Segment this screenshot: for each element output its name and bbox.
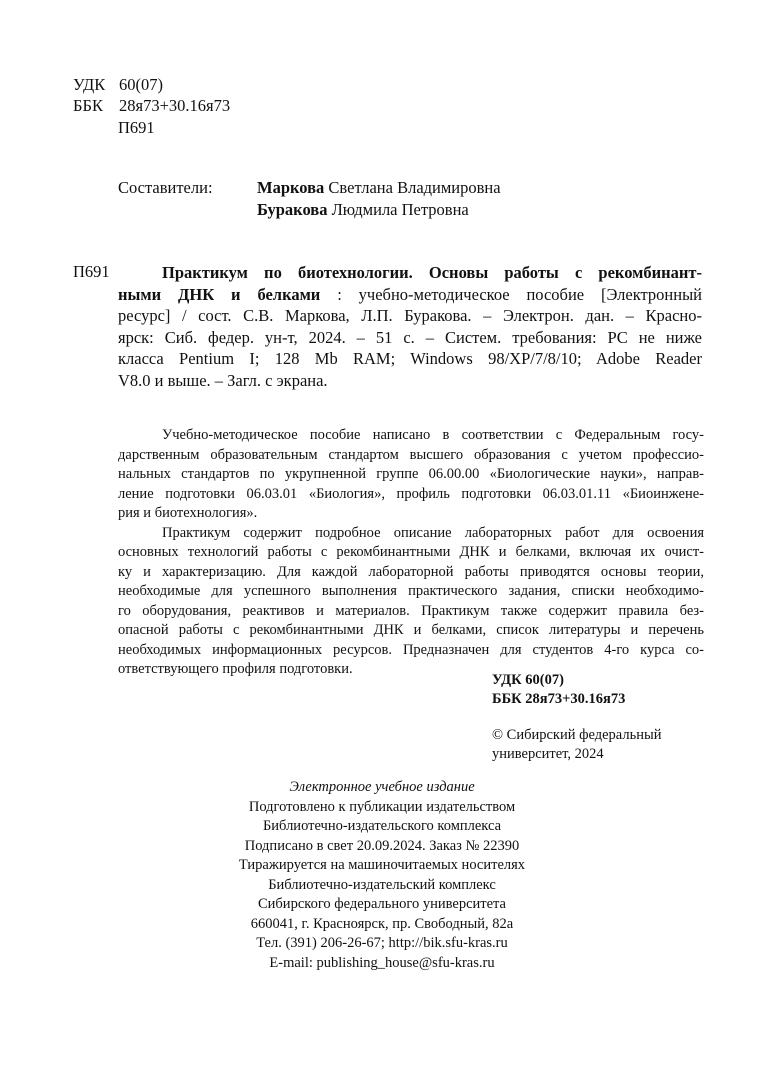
compiler-entry: [257, 178, 501, 197]
compiler-surname: Маркова: [257, 178, 325, 197]
udk-value: 60(07): [119, 75, 163, 94]
copyright-line: университет, 2024: [492, 746, 604, 762]
bib-title-part: ными ДНК и белками: [118, 284, 321, 304]
compiler-entry: [257, 200, 469, 219]
imprint-line: Тиражируется на машиночитаемых носителях: [238, 857, 526, 873]
imprint-line: E-mail: publishing_house@sfu-kras.ru: [269, 954, 495, 971]
copyright-line: © Сибирский федеральный: [492, 727, 662, 743]
imprint-line: Тел. (391) 206-26-67; http://bik.sfu-kras.ru: [256, 935, 508, 951]
udk-label: УДК: [73, 75, 106, 94]
annotation-line: дарственным образовательным стандартом высшего образования с учетом профессио-: [118, 446, 704, 463]
bibliographic-code: П691: [73, 262, 110, 281]
annotation-line: го оборудования, реактивов и материалов. Практикум также содержит правила без-: [118, 602, 704, 619]
bib-text: : учебно-методическое пособие [Электронный: [320, 284, 702, 304]
annotation-line: ку и характеризацию. Для каждой лабораторной работы приводятся основы теории,: [118, 563, 704, 580]
annotation-line: ответствующего профиля подготовки.: [118, 661, 353, 677]
annotation-line: опасной работы с рекомбинантными ДНК и белками, список литературы и перечень: [118, 622, 704, 638]
imprint-line: Сибирского федерального университета: [258, 896, 506, 912]
udk-code: [73, 75, 163, 94]
annotation-line: Практикум содержит подробное описание лабораторных работ для освоения: [162, 524, 704, 541]
annotation: [118, 426, 704, 680]
annotation-line: ление подготовки 06.03.01 «Биология», профиль подготовки 06.03.01.11 «Биоинжене-: [118, 485, 704, 502]
imprint-line: Библиотечно-издательского комплекса: [262, 818, 502, 834]
author-code: П691: [118, 118, 155, 137]
bbk-value: 28я73+30.16я73: [119, 96, 231, 115]
bbk-code: [73, 96, 230, 115]
imprint-line: 660041, г. Красноярск, пр. Свободный, 82а: [250, 915, 514, 932]
bib-line: класса Pentium I; 128 Mb RAM; Windows 98/XP/7/8/10; Adobe Reader: [118, 349, 702, 368]
bib-line: [118, 262, 702, 284]
bibliographic-record: [118, 262, 702, 391]
annotation-line: Учебно-методическое пособие написано в соответствии с Федеральным госу-: [162, 427, 704, 443]
imprint-line: Библиотечно-издательский комплекс: [268, 876, 496, 893]
bib-line: [118, 284, 702, 306]
bbk-code-bottom: ББК 28я73+30.16я73: [492, 691, 626, 707]
compiler-name: Людмила Петровна: [331, 200, 469, 219]
annotation-line: основных технологий работы с рекомбинантными ДНК и белками, включая их очист-: [118, 544, 704, 560]
annotation-line: нальных стандартов по укрупненной группе 06.00.00 «Биологические науки», направ-: [118, 466, 704, 482]
udk-code-bottom: УДК 60(07): [492, 672, 564, 688]
compilers-label: Составители:: [118, 178, 213, 197]
compiler-name: Светлана Владимировна: [328, 178, 501, 197]
bib-title-part: Практикум по биотехнологии. Основы работы с рекомбинант-: [162, 263, 702, 282]
bib-line: ярск: Сиб. федер. ун-т, 2024. – 51 с. – Систем. требования: PC не ниже: [118, 327, 702, 347]
edition-type: Электронное учебное издание: [289, 779, 475, 795]
compiler-surname: Буракова: [257, 200, 328, 219]
bbk-label: ББК: [73, 96, 103, 115]
bib-line: V8.0 и выше. – Загл. с экрана.: [118, 370, 328, 390]
imprint-line: Подписано в свет 20.09.2024. Заказ № 22390: [244, 837, 520, 854]
imprint-block: [182, 778, 582, 973]
annotation-line: необходимых информационных ресурсов. Предназначен для студентов 4-го курса со-: [118, 641, 704, 658]
annotation-line: рия и биотехнология».: [118, 505, 258, 521]
imprint-line: Подготовлено к публикации издательством: [248, 798, 516, 815]
bib-line: ресурс] / сост. С.В. Маркова, Л.П. Буракова. – Электрон. дан. – Красно-: [118, 306, 702, 325]
annotation-line: необходимые для успешного выполнения практического задания, списки необходимо-: [118, 583, 704, 599]
